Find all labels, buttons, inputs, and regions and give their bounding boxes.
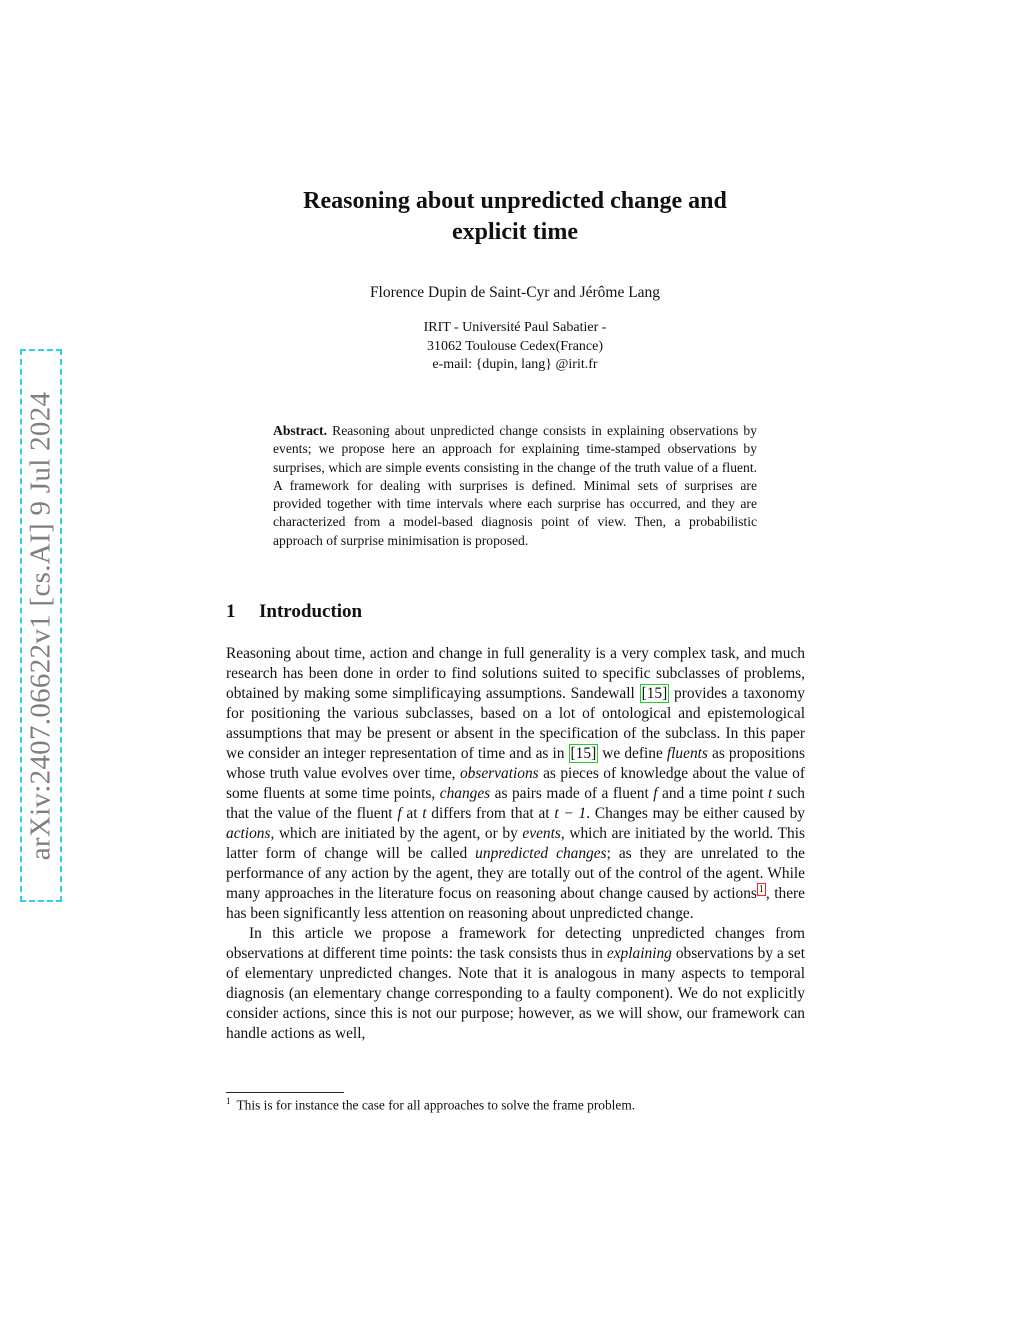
arxiv-identifier-stamp[interactable] bbox=[20, 349, 62, 902]
email-line: e-mail: {dupin, lang} @irit.fr bbox=[432, 357, 598, 372]
paragraph bbox=[226, 644, 805, 924]
math-expression: t − 1 bbox=[554, 805, 587, 822]
section-number: 1 bbox=[226, 601, 236, 622]
text-run: ; as they are unrelated to the performance of any action by the agent, they are totally out of the control of the agent. While many approaches in the literature focus on reasoning about change caused by actions bbox=[226, 845, 805, 902]
text-run: , which are initiated by the agent, or by bbox=[270, 825, 523, 842]
term-unpredicted-changes: unpredicted changes bbox=[475, 845, 607, 862]
term-explaining: explaining bbox=[606, 945, 672, 962]
affiliation-line: 31062 Toulouse Cedex(France) bbox=[426, 338, 604, 354]
term-actions: actions bbox=[226, 825, 271, 842]
math-variable: f bbox=[653, 785, 658, 802]
section-title: Introduction bbox=[259, 601, 363, 622]
arxiv-identifier-text: arXiv:2407.06622v1 [cs.AI] 9 Jul 2024 bbox=[24, 391, 57, 860]
abstract-label: Abstract. bbox=[273, 423, 327, 438]
citation-link[interactable]: [15] bbox=[641, 685, 668, 702]
math-variable: t bbox=[422, 805, 427, 822]
term-changes: changes bbox=[439, 785, 491, 802]
title-line-1: Reasoning about unpredicted change and bbox=[303, 188, 727, 214]
text-run: Reasoning about time, action and change in full generality is a very complex task, and much research has been done in order to find solutions suited to specific subclasses of problems, obtained by making some simplificaying assumptions. Sandewall bbox=[226, 645, 805, 702]
text-run: and a time point bbox=[657, 785, 768, 802]
text-run: we define bbox=[598, 745, 667, 762]
affiliation-line: IRIT - Université Paul Sabatier - bbox=[423, 320, 607, 335]
text-run: as propositions whose truth value evolves over time, bbox=[226, 745, 805, 782]
text-run: In this article we propose a framework for detecting unpredicted changes from observations at different time points: the task consists thus in bbox=[226, 925, 805, 962]
term-observations: observations bbox=[459, 765, 539, 782]
title-line-2: explicit time bbox=[452, 219, 578, 245]
citation-link[interactable]: [15] bbox=[570, 745, 597, 762]
footnote-text: This is for instance the case for all approaches to solve the frame problem. bbox=[236, 1097, 636, 1113]
footnote-divider bbox=[226, 1092, 344, 1093]
term-events: events bbox=[522, 825, 561, 842]
footnote-mark: 1 bbox=[226, 1096, 231, 1106]
text-run: provides a taxonomy for positioning the various subclasses, based on a lot of ontological and epistemological assumptions that may be present or absent in the specification of the subclass. In this paper we consider an integer representation of time and as in bbox=[226, 685, 805, 762]
paragraph bbox=[226, 924, 805, 1044]
footnote bbox=[226, 1096, 805, 1113]
text-run: observations by a set of elementary unpredicted changes. Note that it is analogous in many aspects to temporal diagnosis (an elementary change corresponding to a faulty component). We do not explicitly consider actions, since this is not our purpose; however, as we will show, our framework can handle actions as well, bbox=[226, 945, 805, 1042]
text-run: , which are initiated by the world. This latter form of change will be called bbox=[226, 825, 805, 862]
abstract-text: Reasoning about unpredicted change consists in explaining observations by events; we propose here an approach for explaining time-stamped observations by surprises, which are simple events consisting in the change of the truth value of a fluent. A framework for dealing with surprises is defined. Minimal sets of surprises are provided together with time intervals where each surprise has occurred, and they are characterized from a model-based diagnosis point of view. Then, a probabilistic approach of surprise minimisation is proposed. bbox=[273, 423, 757, 548]
text-run: as pairs made of a fluent bbox=[490, 785, 654, 802]
authors: Florence Dupin de Saint-Cyr and Jérôme Lang bbox=[369, 284, 661, 301]
affiliation-block bbox=[330, 319, 700, 375]
abstract bbox=[273, 422, 757, 550]
footnote-reference-link[interactable]: 1 bbox=[758, 883, 764, 895]
math-variable: f bbox=[397, 805, 402, 822]
text-run: as pieces of knowledge about the value of some fluents at some time points, bbox=[226, 765, 805, 802]
text-run: , there has been significantly less attention on reasoning about unpredicted change. bbox=[226, 885, 805, 922]
text-run: . Changes may be either caused by bbox=[586, 805, 805, 822]
math-variable: t bbox=[768, 785, 773, 802]
section-heading bbox=[226, 601, 362, 623]
text-run: differs from that at bbox=[426, 805, 555, 822]
body-text bbox=[226, 644, 805, 1044]
term-fluents: fluents bbox=[666, 745, 708, 762]
text-run: at bbox=[401, 805, 423, 822]
text-run: such that the value of the fluent bbox=[226, 785, 805, 822]
paper-title bbox=[230, 186, 800, 248]
